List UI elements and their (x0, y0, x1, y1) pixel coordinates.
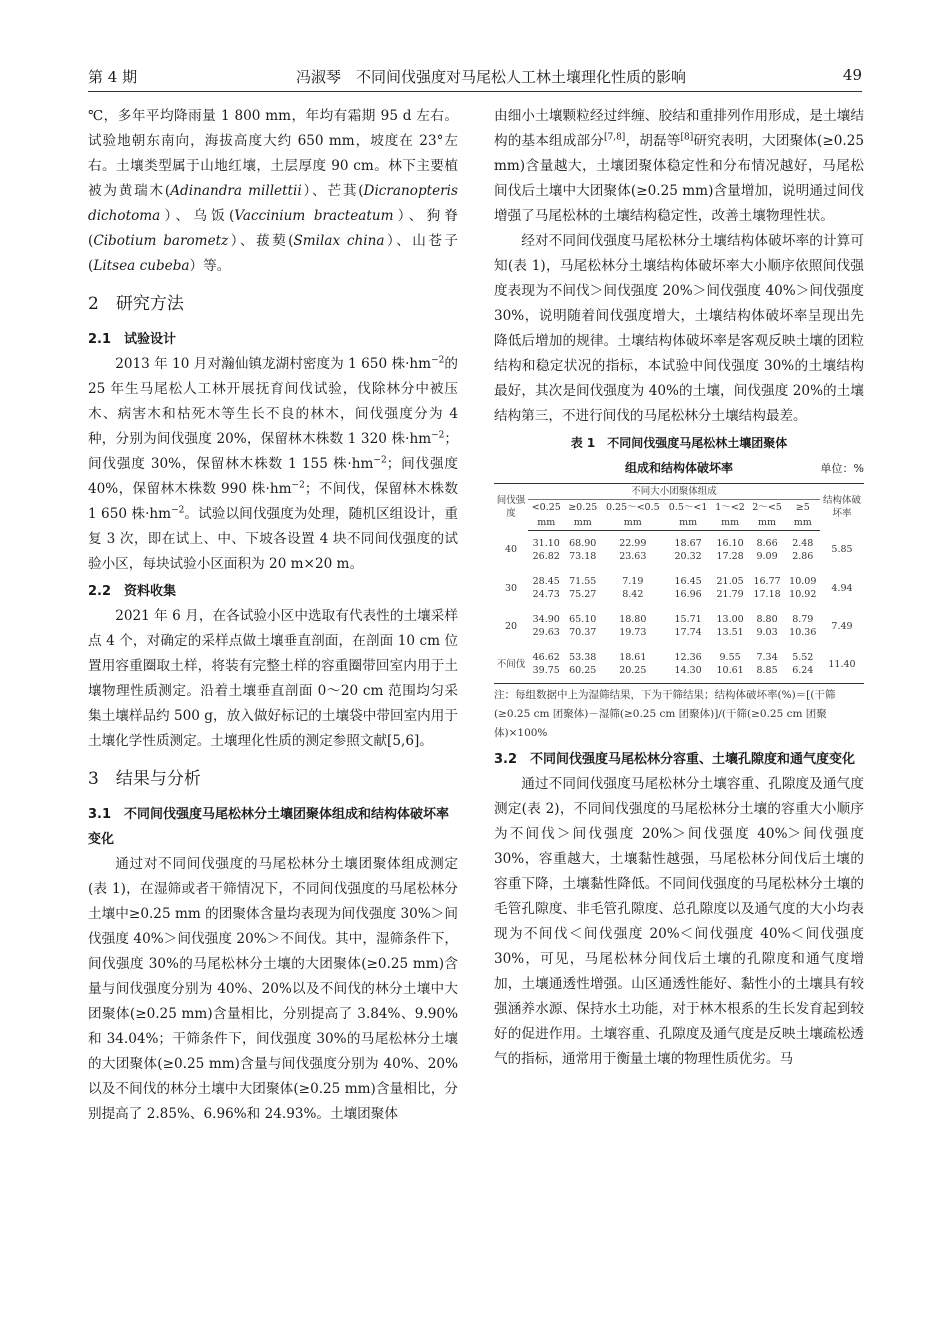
value-cell (786, 531, 820, 570)
subsection-heading-aggregates: 3.1 不同间伐强度马尾松林分土壤团聚体组成和结构体破坏率变化 (88, 807, 450, 847)
wet-sieve-value: 7.19 (622, 576, 644, 587)
section-heading-results: 3 结果与分析 (88, 769, 201, 789)
table-caption-line2: 组成和结构体破坏率 单位：% (494, 456, 864, 481)
dry-sieve-value: 14.30 (674, 665, 702, 676)
wet-sieve-value: 9.55 (719, 652, 741, 663)
bulk-density-paragraph: 通过不同间伐强度马尾松林分土壤容重、孔隙度及通气度测定(表 2)，不同间伐强度的马尾松林分土壤的容重大小顺序为不间伐＞间伐强度 20%＞间伐强度 40%＞间伐强度 30%，容重越大，土壤黏性越强，马尾松林分间伐后土壤的容重下降，土壤黏性降低。不同间伐强度的马尾松林分土壤的毛管孔隙度、非毛管孔隙度、总孔隙度以及通气度的大小均表现为不间伐＜间伐强度 20%＜间伐强度 40%＜间伐强度 30%，可见，马尾松林分间伐后土壤的孔隙度和通气度增加，土壤通透性增强。山区通透性能好、黏性小的土壤具有较强涵养水源、保持水土功能，对于林木根系的生长发育起到较好的促进作用。土壤容重、孔隙度及通气度是反映土壤疏松透气的指标，通常用于衡量土壤的物理性质优劣。马 (494, 776, 864, 1067)
dry-sieve-value: 39.75 (532, 665, 560, 676)
value-cell (786, 645, 820, 684)
dry-sieve-value: 21.79 (716, 589, 744, 600)
value-cell (565, 607, 602, 645)
dry-sieve-value: 8.42 (622, 589, 644, 600)
value-cell (565, 645, 602, 684)
value-cell (712, 645, 749, 684)
table-caption: 表 1 不同间伐强度马尾松林土壤团聚体 (570, 436, 788, 450)
dry-sieve-value: 26.82 (532, 551, 560, 562)
dry-sieve-value: 17.74 (674, 627, 702, 638)
col-header-rate: 结构体破坏率 (820, 484, 864, 531)
subsection-heading-collection: 2.2 资料收集 (88, 584, 177, 599)
size-col-header: ≥0.25 (568, 502, 598, 513)
unit-label: mm (565, 515, 602, 531)
value-cell (749, 607, 786, 645)
wet-sieve-value: 68.90 (569, 538, 597, 549)
wet-sieve-value: 53.38 (569, 652, 597, 663)
dry-sieve-value: 10.92 (789, 589, 817, 600)
wet-sieve-value: 22.99 (619, 538, 647, 549)
dry-sieve-value: 70.37 (569, 627, 597, 638)
destruction-rate-cell: 11.40 (820, 645, 864, 684)
wet-sieve-value: 21.05 (716, 576, 744, 587)
running-title: 冯淑琴 不同间伐强度对马尾松人工林土壤理化性质的影响 (296, 68, 687, 86)
value-cell (565, 531, 602, 570)
value-cell (665, 531, 712, 570)
value-cell (712, 607, 749, 645)
right-column (494, 104, 864, 1072)
dry-sieve-value: 73.18 (569, 551, 597, 562)
size-col-header: <0.25 (531, 502, 561, 513)
dry-sieve-value: 29.63 (532, 627, 560, 638)
size-col-header: 0.25～<0.5 (605, 502, 660, 513)
dry-sieve-value: 8.85 (756, 665, 778, 676)
value-cell (528, 607, 565, 645)
size-col-header: 1～<2 (715, 502, 745, 513)
dry-sieve-value: 20.32 (674, 551, 702, 562)
value-cell (665, 569, 712, 607)
destruction-rate-paragraph: 经对不同间伐强度马尾松林分土壤结构体破坏率的计算可知(表 1)，马尾松林分土壤结构体破坏率大小顺序依照间伐强度表现为不间伐＞间伐强度 20%＞间伐强度 40%＞间伐强度 30%，说明随着间伐强度增大，土壤结构体破坏率呈现出先降低后增加的规律。土壤结构体破坏率是客观反映土壤的团粒结构和稳定状况的指标，本试验中间伐强度 30%的土壤结构最好，其次是间伐强度为 40%的土壤，间伐强度 20%的土壤结构第三，不进行间伐的马尾松林分土壤结构最差。 (494, 233, 864, 424)
dry-sieve-value: 17.28 (716, 551, 744, 562)
table-row (494, 607, 864, 645)
value-cell (528, 569, 565, 607)
destruction-rate-cell: 5.85 (831, 544, 853, 556)
dry-sieve-value: 10.61 (716, 665, 744, 676)
unit-label: mm (712, 515, 749, 531)
value-cell (749, 531, 786, 570)
table-note: 注：每组数据中上为湿筛结果，下为干筛结果；结构体破坏率(%)＝[(干筛(≥0.25 cm 团聚体)－湿筛(≥0.25 cm 团聚体)]/(干筛(≥0.25 cm 团聚体)×100% (494, 689, 836, 739)
dry-sieve-value: 24.73 (532, 589, 560, 600)
unit-label: mm (528, 515, 565, 531)
unit-label: mm (601, 515, 665, 531)
dry-sieve-value: 9.09 (756, 551, 778, 562)
dry-sieve-value: 23.63 (619, 551, 647, 562)
wet-sieve-value: 8.66 (756, 538, 778, 549)
header-rule (88, 91, 862, 92)
wet-sieve-value: 16.10 (716, 538, 744, 549)
wet-sieve-value: 46.62 (532, 652, 560, 663)
wet-sieve-value: 13.00 (716, 614, 744, 625)
section-heading-methods: 2 研究方法 (88, 294, 184, 314)
col-header-group: 不同大小团聚体组成 (528, 484, 820, 500)
left-column (88, 104, 458, 1127)
unit-label: mm (665, 515, 712, 531)
wet-sieve-value: 10.09 (789, 576, 817, 587)
site-description-paragraph: ℃，多年平均降雨量 1 800 mm，年均有霜期 95 d 左右。试验地朝东南向，海拔高度大约 650 mm，坡度在 23°左右。土壤类型属于山地红壤，土层厚度 90 cm。林下主要植被为黄瑞木(Adinandra millettii）、芒萁(Dicranopteris dichotoma）、乌饭(Vaccinium bracteatum）、狗脊(Cibotium barometz）、菝葜(Smilax china）、山苍子(Litsea cubeba）等。 (88, 108, 458, 274)
col-header-strength: 间伐强度 (494, 484, 528, 531)
wet-sieve-value: 18.61 (619, 652, 647, 663)
value-cell (528, 645, 565, 684)
dry-sieve-value: 13.51 (716, 627, 744, 638)
unit-label: mm (749, 515, 786, 531)
dry-sieve-value: 6.24 (792, 665, 814, 676)
dry-sieve-value: 60.25 (569, 665, 597, 676)
dry-sieve-value: 2.86 (792, 551, 814, 562)
value-cell (786, 607, 820, 645)
dry-sieve-value: 17.18 (753, 589, 781, 600)
aggregate-continuation-paragraph: 由细小土壤颗粒经过绊缠、胶结和重排列作用形成，是土壤结构的基本组成部分[7,8]，胡磊等[8]研究表明，大团聚体(≥0.25 mm)含量越大，土壤团聚体稳定性和分布情况越好，马尾松间伐后土壤中大团聚体(≥0.25 mm)含量增加，说明通过间伐增强了马尾松林的土壤结构稳定性，改善土壤物理性状。 (494, 108, 865, 224)
aggregate-table (494, 483, 864, 684)
wet-sieve-value: 7.34 (756, 652, 778, 663)
wet-sieve-value: 18.80 (619, 614, 647, 625)
destruction-rate-cell: 7.49 (831, 620, 853, 632)
wet-sieve-value: 18.67 (674, 538, 702, 549)
value-cell (665, 645, 712, 684)
aggregate-results-paragraph: 通过对不同间伐强度的马尾松林分土壤团聚体组成测定(表 1)，在湿筛或者干筛情况下，不同间伐强度的马尾松林分土壤中≥0.25 mm 的团聚体含量均表现为间伐强度 30%＞间伐强度 40%＞间伐强度 20%＞不间伐。其中，湿筛条件下，间伐强度 30%的马尾松林分土壤的大团聚体(≥0.25 mm)含量与间伐强度分别为 40%、20%以及不间伐的林分土壤中大团聚体(≥0.25 mm)含量相比，分别提高了 3.84%、9.90%和 34.04%；干筛条件下，间伐强度 30%的马尾松林分土壤的大团聚体(≥0.25 mm)含量与间伐强度分别为 40%、20%以及不间伐的林分土壤中大团聚体(≥0.25 mm)含量相比，分别提高了 2.85%、6.96%和 24.93%。土壤团聚体 (88, 856, 458, 1122)
value-cell (528, 531, 565, 570)
dry-sieve-value: 19.73 (619, 627, 647, 638)
strength-cell: 20 (504, 620, 518, 632)
dry-sieve-value: 10.36 (789, 627, 817, 638)
page-number: 49 (842, 66, 862, 84)
wet-sieve-value: 28.45 (532, 576, 560, 587)
value-cell (665, 607, 712, 645)
value-cell (749, 645, 786, 684)
subsection-heading-bulk-density: 3.2 不同间伐强度马尾松林分容重、土壤孔隙度和通气度变化 (494, 752, 856, 767)
subsection-heading-design: 2.1 试验设计 (88, 332, 177, 347)
destruction-rate-cell: 4.94 (831, 582, 853, 594)
dry-sieve-value: 75.27 (569, 589, 597, 600)
wet-sieve-value: 34.90 (532, 614, 560, 625)
strength-cell: 不间伐 (494, 645, 528, 684)
value-cell (601, 569, 665, 607)
value-cell (601, 645, 665, 684)
dry-sieve-value: 16.96 (674, 589, 702, 600)
strength-cell: 30 (504, 582, 518, 594)
table-row (494, 645, 864, 684)
page-header (88, 62, 862, 90)
dry-sieve-value: 20.25 (619, 665, 647, 676)
wet-sieve-value: 16.77 (753, 576, 781, 587)
issue-number: 第 4 期 (88, 68, 138, 86)
value-cell (712, 569, 749, 607)
wet-sieve-value: 71.55 (569, 576, 597, 587)
wet-sieve-value: 5.52 (792, 652, 814, 663)
unit-label: mm (786, 515, 820, 531)
wet-sieve-value: 8.80 (756, 614, 778, 625)
wet-sieve-value: 15.71 (674, 614, 702, 625)
data-collection-paragraph: 2021 年 6 月，在各试验小区中选取有代表性的土壤采样点 4 个，对确定的采样点做土壤垂直剖面，在剖面 10 cm 位置用容重圈取土样，将装有完整土样的容重圈带回室内用于土壤物理性质测定。沿着土壤垂直剖面 0～20 cm 范围均匀采集土壤样品约 500 g，放入做好标记的土壤袋中带回室内用于土壤化学性质测定。土壤理化性质的测定参照文献[5,6]。 (88, 608, 458, 749)
value-cell (786, 569, 820, 607)
value-cell (601, 531, 665, 570)
table-row (494, 531, 864, 570)
wet-sieve-value: 12.36 (674, 652, 702, 663)
table-unit: 单位：% (820, 462, 864, 475)
size-col-header: ≥5 (795, 502, 810, 513)
value-cell (565, 569, 602, 607)
wet-sieve-value: 2.48 (792, 538, 814, 549)
table-row (494, 569, 864, 607)
wet-sieve-value: 16.45 (674, 576, 702, 587)
size-col-header: 2～<5 (752, 502, 782, 513)
wet-sieve-value: 8.79 (792, 614, 814, 625)
value-cell (712, 531, 749, 570)
strength-cell: 40 (504, 544, 518, 556)
experiment-design-paragraph: 2013 年 10 月对瀚仙镇龙湖村密度为 1 650 株$\cdot hm^{-2}$的 25 年生马尾松人工林开展抚育间伐试验，伐除林分中被压木、病害木和枯死木等生长不良的林木，间伐强度分为 4 种，分别为间伐强度 20%，保留林木株数 1 320 株$\cdot hm^{-2}$；间伐强度 30%，保留林木株数 1 155 株$\cdot hm^{-2}$；间伐强度 40%，保留林木株数 990 株$\cdot hm^{-2}$；不间伐，保留林木株数 1 650 株$\cdot hm^{-2}$。试验以间伐强度为处理，随机区组设计，重复 3 次，即在试上、中、下坡各设置 4 块不同间伐强度的试验小区，每块试验小区面积为 20 m×20 m。 (88, 355, 459, 572)
wet-sieve-value: 65.10 (569, 614, 597, 625)
size-col-header: 0.5～<1 (668, 502, 708, 513)
value-cell (601, 607, 665, 645)
value-cell (749, 569, 786, 607)
dry-sieve-value: 9.03 (756, 627, 778, 638)
wet-sieve-value: 31.10 (532, 538, 560, 549)
